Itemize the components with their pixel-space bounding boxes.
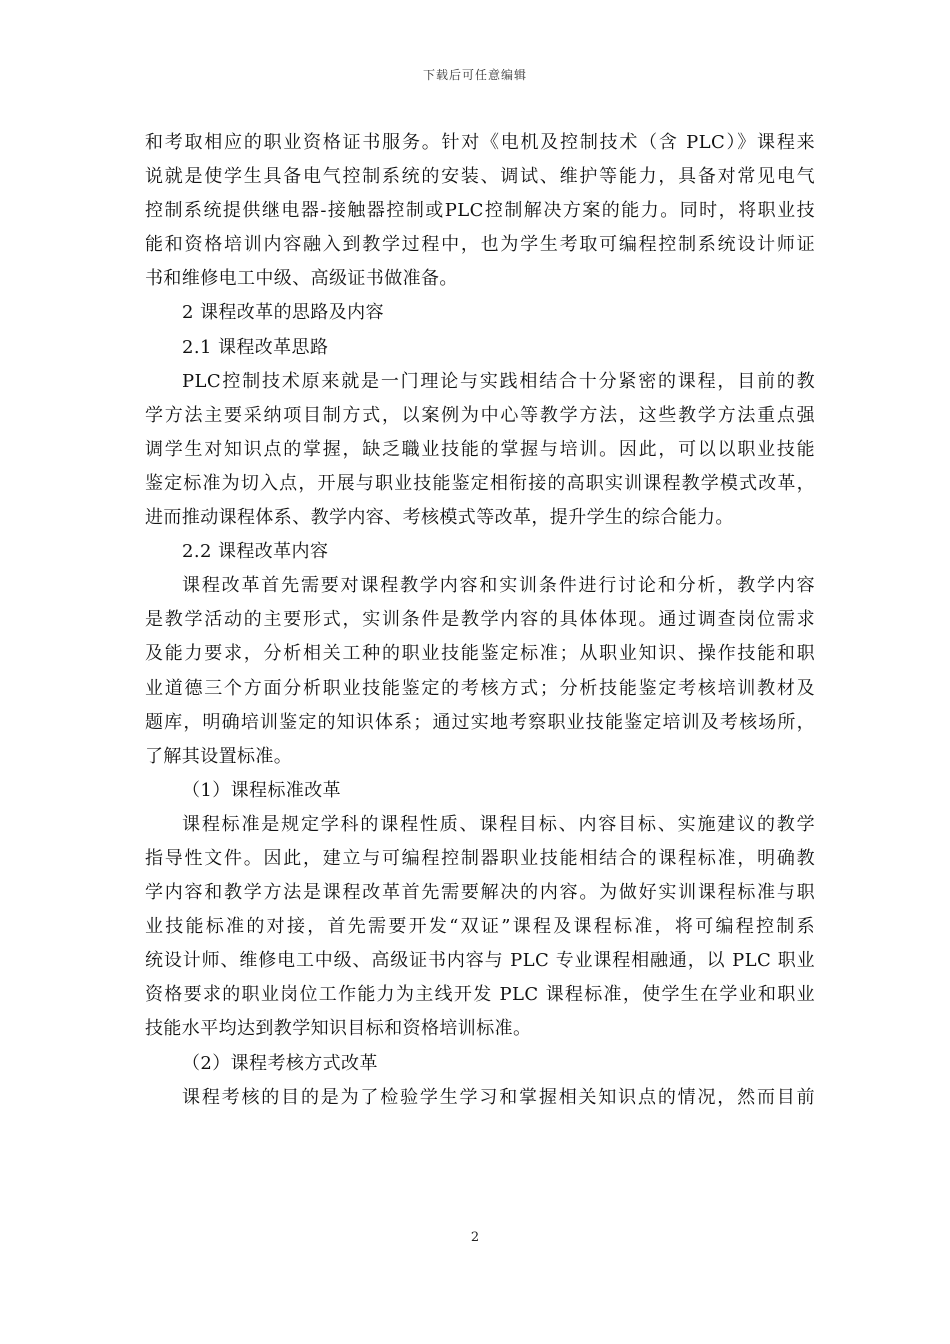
text-line: 了解其设置标准。 [145,745,293,767]
text-line: 课程改革首先需要对课程教学内容和实训条件进行讨论和分析，教学内容 [182,575,815,597]
text-line: 业道德三个方面分析职业技能鉴定的考核方式；分析技能鉴定考核培训教材及 [145,677,815,699]
section-heading: 2 课程改革的思路及内容 [182,302,384,324]
text-line: 和考取相应的职业资格证书服务。针对《电机及控制技术（含 PLC）》课程来 [145,132,815,153]
subsection-heading: 2.1 课程改革思路 [182,336,329,358]
subsection-heading: 2.2 课程改革内容 [182,541,329,563]
text-line: 统设计师、维修电工中级、高级证书内容与 PLC 专业课程相融通，以 PLC 职业 [145,950,815,972]
text-line: 及能力要求，分析相关工种的职业技能鉴定标准；从职业知识、操作技能和职 [145,643,815,665]
text-line: 书和维修电工中级、高级证书做准备。 [145,268,458,290]
page-number: 2 [470,1230,480,1245]
document-body [145,126,815,1115]
item-heading: （1）课程标准改革 [182,779,342,801]
text-line: 业技能标准的对接，首先需要开发“双证”课程及课程标准，将可编程控制系 [145,916,815,938]
page-header: 下载后可任意编辑 [422,68,527,82]
item-heading: （2）课程考核方式改革 [182,1052,378,1074]
text-line: PLC控制技术原来就是一门理论与实践相结合十分紧密的课程，目前的教 [182,370,815,392]
text-line: 学方法主要采纳项目制方式，以案例为中心等教学方法，这些教学方法重点强 [145,404,815,426]
text-line: 鉴定标准为切入点，开展与职业技能鉴定相衔接的高职实训课程教学模式改革， [145,472,815,494]
text-line: 是教学活动的主要形式，实训条件是教学内容的具体体现。通过调查岗位需求 [145,609,815,631]
text-line: 课程考核的目的是为了检验学生学习和掌握相关知识点的情况，然而目前 [182,1086,815,1108]
text-line: 资格要求的职业岗位工作能力为主线开发 PLC 课程标准，使学生在学业和职业 [145,984,815,1006]
text-line: 进而推动课程体系、教学内容、考核模式等改革，提升学生的综合能力。 [145,507,734,529]
text-line: 指导性文件。因此，建立与可编程控制器职业技能相结合的课程标准，明确教 [145,847,815,869]
text-line: 题库，明确培训鉴定的知识体系；通过实地考察职业技能鉴定培训及考核场所， [145,711,815,733]
text-line: 调学生对知识点的掌握，缺乏職业技能的掌握与培训。因此，可以以职业技能 [145,438,815,460]
text-line: 学内容和教学方法是课程改革首先需要解决的内容。为做好实训课程标准与职 [145,882,815,904]
text-line: 控制系统提供继电器-接触器控制或PLC控制解决方案的能力。同时，将职业技 [145,200,815,222]
text-line: 课程标准是规定学科的课程性质、课程目标、内容目标、实施建议的教学 [182,813,815,835]
text-line: 说就是使学生具备电气控制系统的安装、调试、维护等能力，具备对常见电气 [145,166,815,188]
text-line: 能和资格培训内容融入到教学过程中，也为学生考取可编程控制系统设计师证 [145,234,815,256]
text-line: 技能水平均达到教学知识目标和资格培训标准。 [145,1018,532,1040]
